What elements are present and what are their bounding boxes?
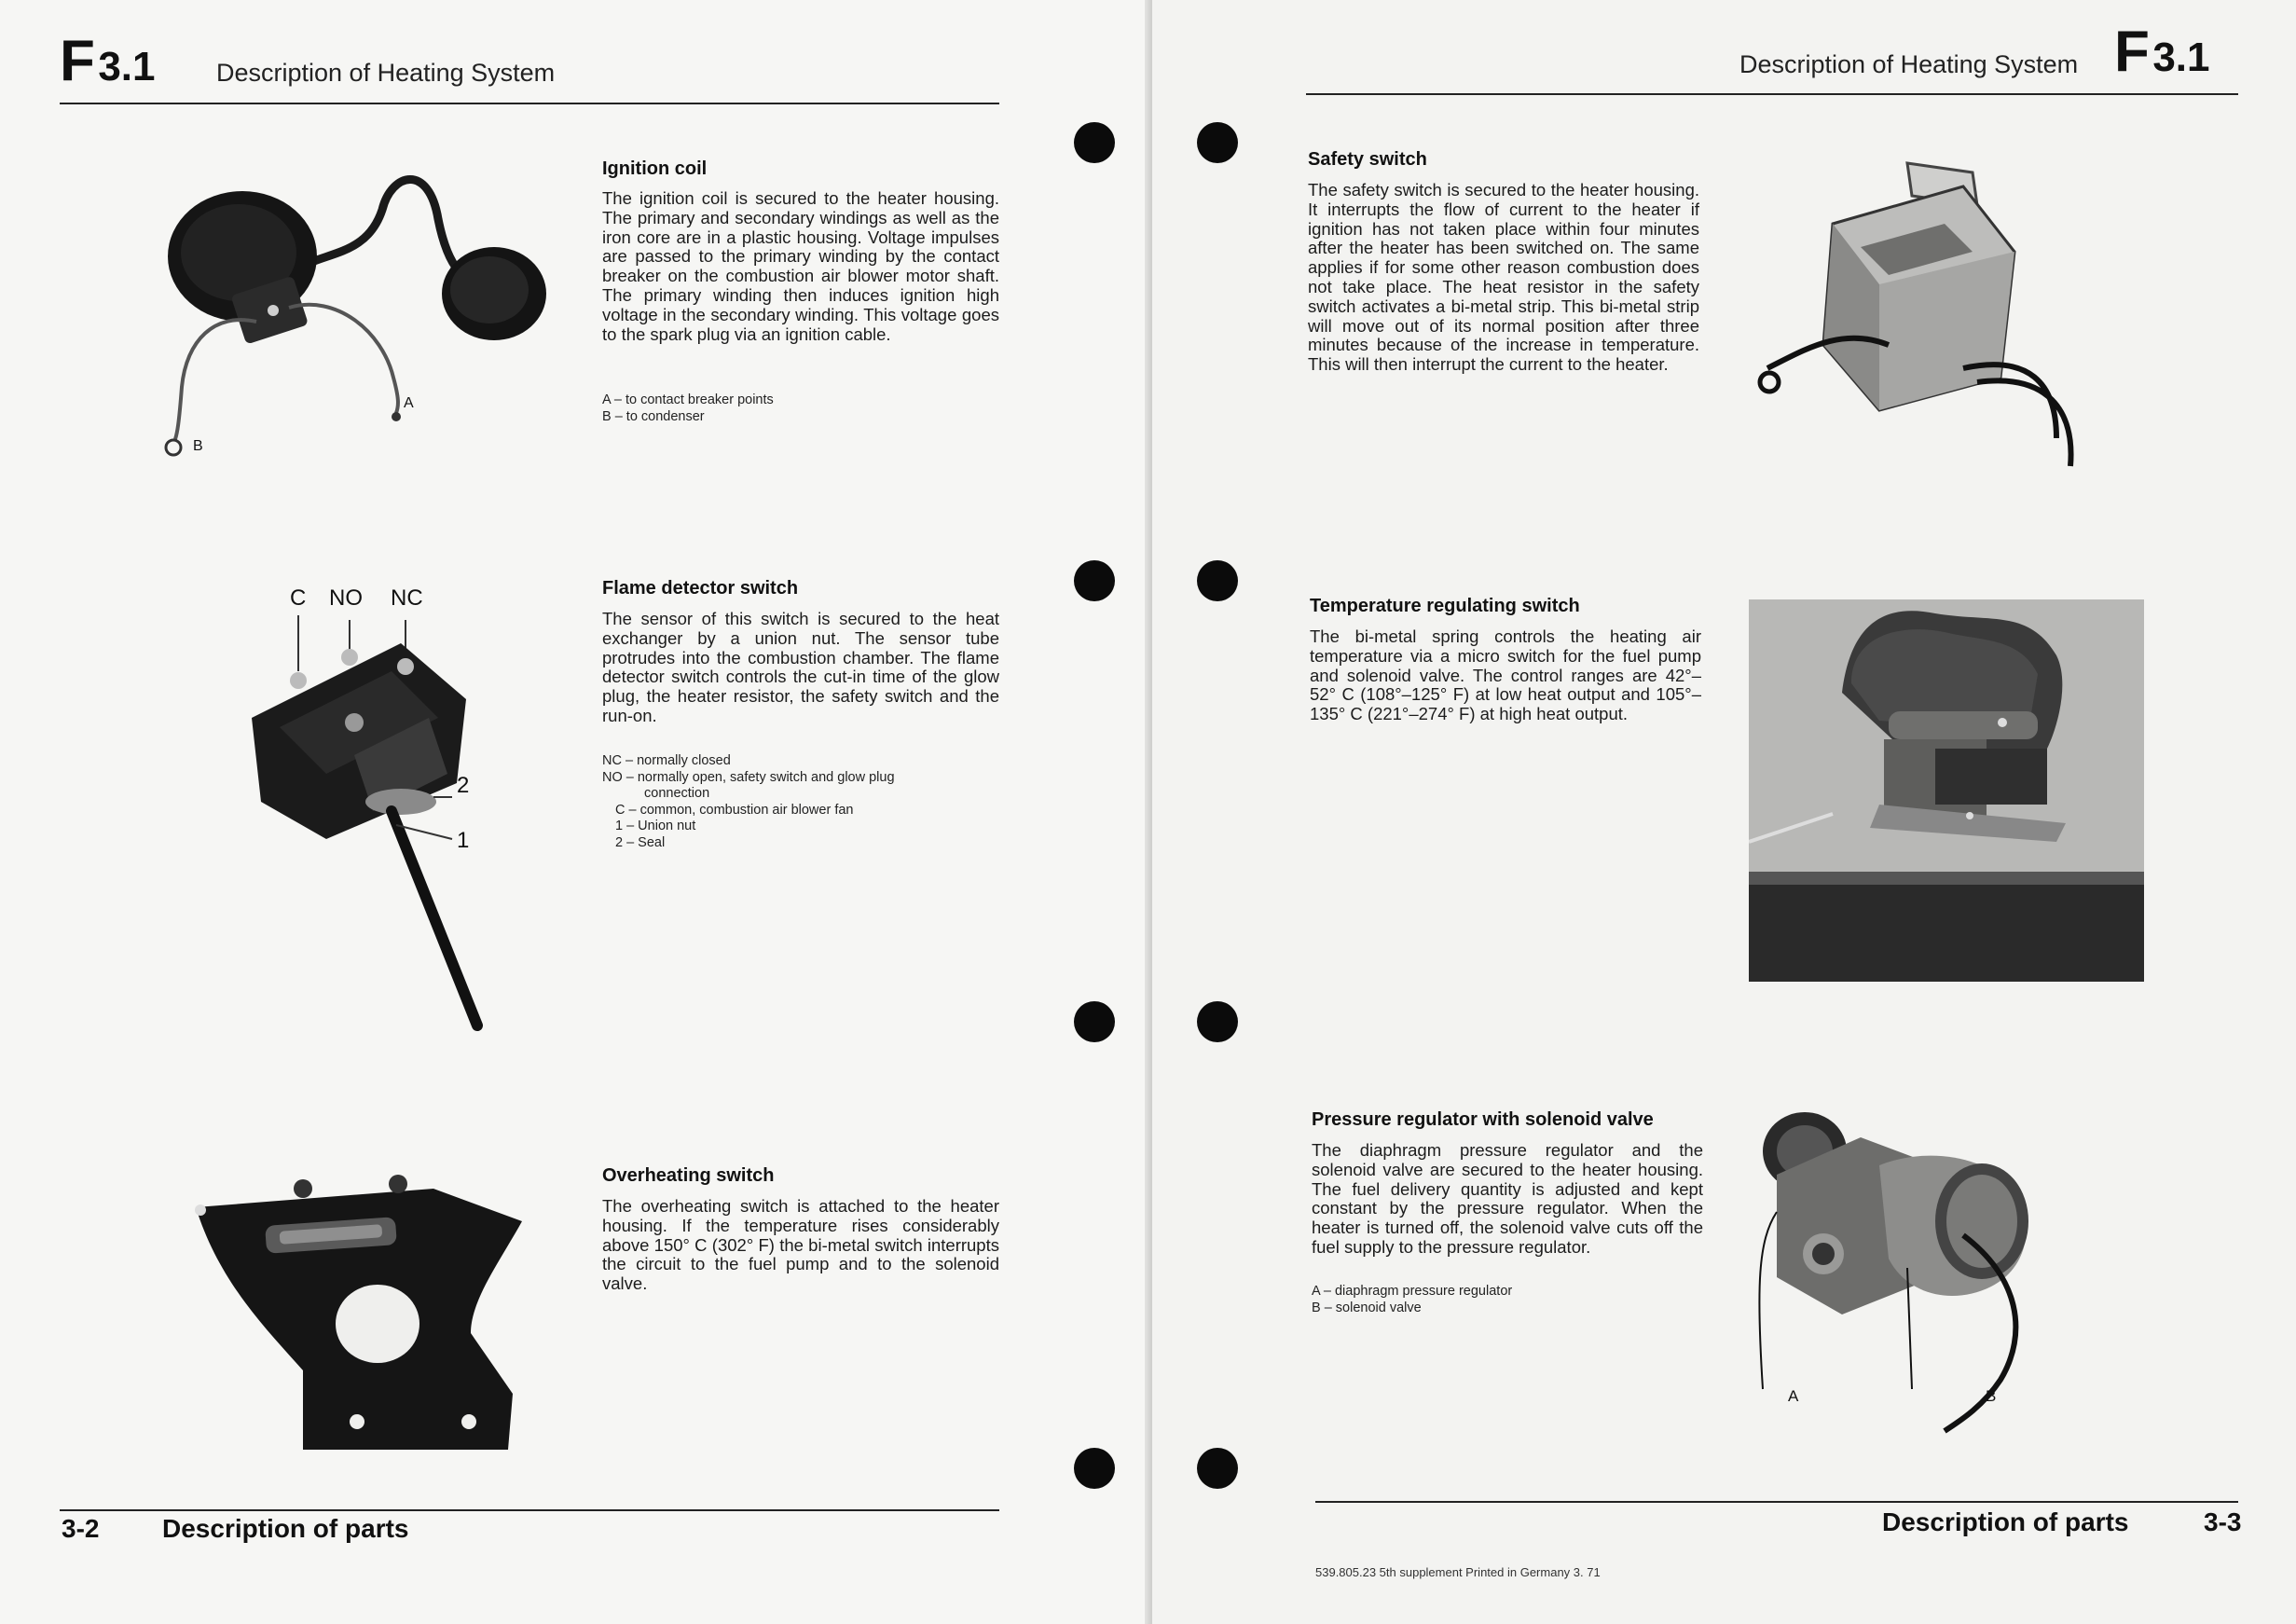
overheating-switch-body: The overheating switch is attached to the heater housing. If the temperature rises considerably above 150° C (302° F) the bi-metal switch interrupts the circuit to the fuel pump and to the solenoid valve. bbox=[602, 1196, 999, 1294]
pressure-regulator-title: Pressure regulator with solenoid valve bbox=[1312, 1109, 1654, 1130]
legend-item: B – to condenser bbox=[602, 408, 705, 424]
legend-item: B – solenoid valve bbox=[1312, 1300, 1422, 1315]
ignition-coil-figure bbox=[149, 154, 569, 471]
ignition-coil-label-b: B bbox=[193, 438, 203, 454]
punch-hole bbox=[1074, 1448, 1115, 1489]
punch-hole bbox=[1074, 122, 1115, 163]
pressure-regulator-label-b: B bbox=[1986, 1387, 1997, 1405]
legend-item: 1 – Union nut bbox=[615, 819, 696, 833]
legend-item: NO – normally open, safety switch and glow plug bbox=[602, 769, 895, 785]
ignition-coil-legend bbox=[602, 392, 774, 425]
legend-item: NC – normally closed bbox=[602, 753, 731, 768]
punch-hole bbox=[1197, 560, 1238, 601]
right-header-letter: F bbox=[2114, 20, 2149, 84]
overheating-switch-figure bbox=[191, 1170, 527, 1459]
right-header-code bbox=[2114, 19, 2210, 85]
right-page bbox=[1152, 0, 2296, 1624]
temperature-regulating-switch-title: Temperature regulating switch bbox=[1310, 596, 1580, 616]
left-footer-rule bbox=[60, 1509, 999, 1511]
punch-hole bbox=[1197, 122, 1238, 163]
left-footer-title: Description of parts bbox=[162, 1514, 409, 1543]
punch-hole bbox=[1074, 1001, 1115, 1042]
punch-hole bbox=[1197, 1448, 1238, 1489]
ignition-coil-title: Ignition coil bbox=[602, 158, 708, 179]
left-header-number: 3.1 bbox=[98, 44, 156, 89]
overheating-switch-title: Overheating switch bbox=[602, 1165, 775, 1186]
right-header-rule bbox=[1306, 93, 2238, 95]
flame-detector-switch-figure bbox=[233, 615, 531, 1044]
pressure-regulator-legend bbox=[1312, 1284, 1512, 1316]
flame-detector-switch-legend bbox=[602, 753, 895, 851]
safety-switch-title: Safety switch bbox=[1308, 149, 1427, 170]
right-header-number: 3.1 bbox=[2152, 34, 2210, 80]
legend-item: C – common, combustion air blower fan bbox=[615, 802, 854, 818]
legend-item: 2 – Seal bbox=[615, 834, 666, 850]
temperature-regulating-switch-body: The bi-metal spring controls the heating air temperature via a micro switch for the fuel pump and solenoid valve. The control ranges are 42°–52° C (108°–125° F) at low heat output and 105°–135° C (221°–274° F) at high heat output. bbox=[1310, 626, 1701, 724]
pressure-regulator-figure bbox=[1749, 1100, 2066, 1436]
ignition-coil-label-a: A bbox=[404, 395, 414, 411]
legend-item: connection bbox=[644, 786, 710, 801]
right-footer-imprint: 539.805.23 5th supplement Printed in Germany 3. 71 bbox=[1315, 1565, 1601, 1579]
left-header-code bbox=[60, 28, 156, 94]
left-header-rule bbox=[60, 103, 999, 104]
ignition-coil-body: The ignition coil is secured to the heater housing. The primary and secondary windings as well as the iron core are in a plastic housing. Voltage impulses are passed to the primary winding by the contact breaker on the combustion air blower motor shaft. The primary winding then induces ignition high voltage in the secondary winding. This voltage goes to the spark plug via an ignition cable. bbox=[602, 188, 999, 344]
flame-switch-label-nc: NC bbox=[391, 585, 423, 611]
flame-detector-switch-title: Flame detector switch bbox=[602, 578, 799, 599]
flame-switch-label-c: C bbox=[290, 585, 307, 611]
pressure-regulator-label-a: A bbox=[1788, 1387, 1799, 1405]
left-header-title: Description of Heating System bbox=[216, 59, 556, 87]
flame-switch-label-1: 1 bbox=[457, 828, 470, 853]
flame-switch-label-2: 2 bbox=[457, 773, 470, 798]
punch-hole bbox=[1197, 1001, 1238, 1042]
right-header-title: Description of Heating System bbox=[1739, 50, 2079, 78]
punch-hole bbox=[1074, 560, 1115, 601]
legend-item: A – diaphragm pressure regulator bbox=[1312, 1284, 1513, 1299]
right-page-number: 3-3 bbox=[2204, 1507, 2242, 1536]
flame-detector-switch-body: The sensor of this switch is secured to the heat exchanger by a union nut. The sensor tube protrudes into the combustion chamber. The flame detector switch controls the cut-in time of the glow plug, the heater resistor, the safety switch and the run-on. bbox=[602, 609, 999, 725]
right-footer-title: Description of parts bbox=[1882, 1507, 2129, 1536]
left-header-letter: F bbox=[60, 29, 94, 93]
legend-item: A – to contact breaker points bbox=[602, 392, 774, 407]
safety-switch-body: The safety switch is secured to the heater housing. It interrupts the flow of current to the heater if ignition has not taken place within four minutes after the heater has been switched on. The same applies if for some other reason combustion does not take place. The heat resistor in the safety switch activates a bi-metal strip. This bi-metal strip will move out of its normal position after three minutes because of the increase in temperature. This will then interrupt the current to the heater. bbox=[1308, 180, 1699, 375]
left-page-number: 3-2 bbox=[62, 1514, 100, 1543]
temperature-regulating-switch-photo bbox=[1749, 599, 2144, 982]
pressure-regulator-body: The diaphragm pressure regulator and the solenoid valve are secured to the heater housing. The fuel delivery quantity is adjusted and kept constant by the pressure regulator. When the heater is turned off, the solenoid valve cuts off the fuel supply to the pressure regulator. bbox=[1312, 1140, 1703, 1257]
flame-switch-label-no: NO bbox=[329, 585, 363, 611]
safety-switch-figure bbox=[1749, 149, 2103, 475]
right-footer-rule bbox=[1315, 1501, 2238, 1503]
